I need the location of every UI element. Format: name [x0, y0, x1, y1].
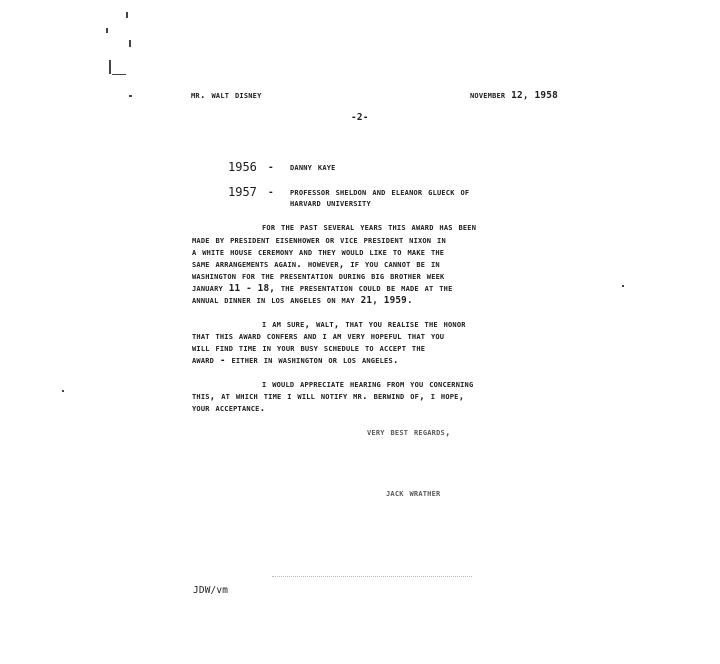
- paragraph-line: annual dinner in los angeles on may 21, 1959.: [192, 295, 413, 306]
- award-year: 1957: [228, 185, 257, 199]
- paragraph-line: same arrangements again. however, if you cannot be in: [192, 259, 440, 270]
- addressee: mr. walt disney: [191, 90, 262, 101]
- letter-date: november 12, 1958: [470, 90, 558, 101]
- paragraph-line: for the past several years this award has been: [262, 222, 477, 233]
- paragraph-line: i would appreciate hearing from you concerning: [262, 379, 474, 390]
- award-recipient: danny kaye: [290, 162, 336, 173]
- paragraph-line: a white house ceremony and they would like to make the: [192, 247, 445, 258]
- award-dash: -: [268, 162, 274, 173]
- signature-name: jack wrather: [386, 488, 441, 499]
- paragraph-line: will find time in your busy schedule to accept the: [192, 343, 426, 354]
- paragraph-line: washington for the presentation during big brother week: [192, 271, 445, 282]
- paragraph-line: i am sure, walt, that you realise the honor: [262, 319, 466, 330]
- paragraph-line: made by president eisenhower or vice president nixon in: [192, 235, 446, 246]
- award-dash: -: [268, 187, 274, 198]
- divider: [272, 576, 472, 577]
- paragraph-line: january 11 - 18, the presentation could be made at the: [192, 283, 453, 294]
- typist-initials: JDW/vm: [193, 585, 229, 596]
- paragraph-line: this, at which time i will notify mr. berwind of, i hope,: [192, 391, 465, 402]
- award-recipient: professor sheldon and eleanor glueck of: [290, 187, 470, 198]
- award-year: 1956: [228, 160, 257, 174]
- paragraph-line: award - either in washington or los angeles.: [192, 355, 399, 366]
- paragraph-line: that this award confers and i am very hopeful that you: [192, 331, 445, 342]
- paragraph-line: your acceptance.: [192, 403, 266, 414]
- award-recipient-continued: harvard university: [290, 198, 371, 209]
- closing: very best regards,: [367, 427, 451, 438]
- page-number: -2-: [351, 112, 369, 123]
